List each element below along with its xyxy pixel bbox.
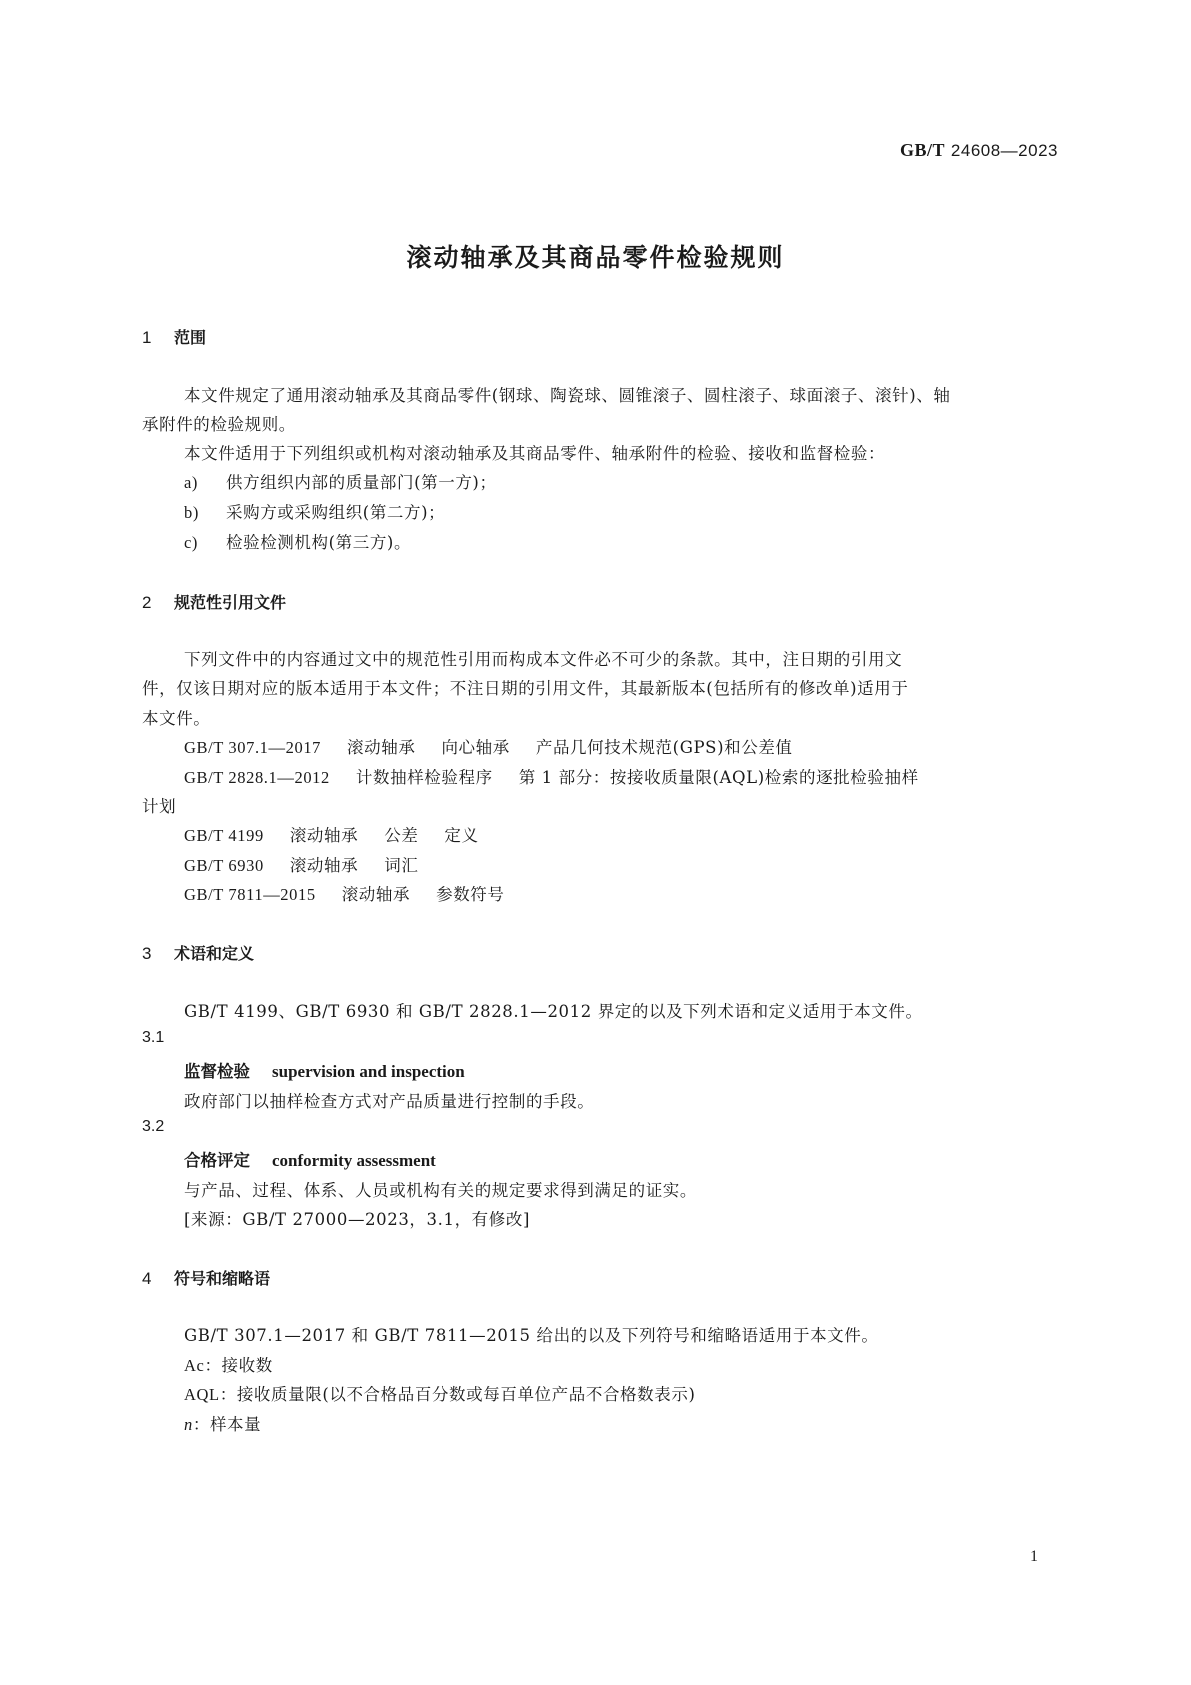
section-4-heading (142, 1266, 270, 1289)
reference-item (184, 734, 793, 758)
reference-continuation: 计划 (142, 797, 177, 816)
symbol: Ac (184, 1356, 205, 1375)
term-zh: 监督检验 (184, 1062, 250, 1081)
term-definition: 政府部门以抽样检查方式对产品质量进行控制的手段。 (184, 1092, 595, 1111)
paragraph-line: 承附件的检验规则。 (142, 415, 296, 434)
list-text: 供方组织内部的质量部门(第一方)； (226, 473, 497, 492)
list-text: 检验检测机构(第三方)。 (226, 533, 412, 552)
reference-code: GB/T 6930 (184, 856, 264, 875)
section-3-heading (142, 941, 254, 964)
reference-title-part: 滚动轴承 (289, 826, 359, 845)
reference-code: GB/T 7811—2015 (184, 885, 316, 904)
reference-code: GB/T 4199 (184, 826, 264, 845)
section-title: 术语和定义 (174, 944, 255, 963)
paragraph-line: 本文件规定了通用滚动轴承及其商品零件(钢球、陶瓷球、圆锥滚子、圆柱滚子、球面滚子、滚针)、轴 (184, 386, 951, 405)
section-number: 3 (142, 944, 152, 963)
symbol-description: ：接收数 (204, 1356, 273, 1375)
reference-code: GB/T 307.1—2017 (184, 738, 322, 757)
section-number: 4 (142, 1269, 152, 1288)
list-text: 采购方或采购组织(第二方)； (226, 503, 446, 522)
list-marker: b) (184, 503, 199, 522)
symbol-item (184, 1381, 696, 1405)
standard-code (900, 140, 1058, 161)
page-number: 1 (1030, 1548, 1038, 1565)
term-en: conformity assessment (272, 1151, 436, 1170)
symbol-item (184, 1352, 273, 1376)
reference-item (184, 822, 479, 846)
section-2-heading (142, 590, 286, 613)
reference-title-part: 定义 (444, 826, 479, 845)
paragraph-line: 本文件。 (142, 709, 211, 728)
term-zh: 合格评定 (184, 1151, 250, 1170)
term-source: [来源：GB/T 27000—2023，3.1，有修改] (184, 1210, 531, 1229)
reference-title-part: 公差 (384, 826, 419, 845)
paragraph-line: 下列文件中的内容通过文中的规范性引用而构成本文件必不可少的条款。其中，注日期的引用文 (184, 650, 903, 669)
paragraph-line: 件，仅该日期对应的版本适用于本文件；不注日期的引用文件，其最新版本(包括所有的修改单)适用于 (142, 679, 909, 698)
symbol: n (184, 1415, 193, 1434)
reference-title-part: 第 1 部分：按接收质量限(AQL)检索的逐批检验抽样 (518, 768, 919, 787)
section-1-heading (142, 325, 206, 348)
section-title: 范围 (174, 328, 207, 347)
reference-title-part: 滚动轴承 (289, 856, 359, 875)
section-number: 2 (142, 593, 152, 612)
standard-number: 24608—2023 (950, 141, 1058, 160)
standard-prefix: GB/T (899, 140, 945, 160)
section-number: 1 (142, 328, 152, 347)
term-number: 3.1 (142, 1029, 165, 1046)
document-title: 滚动轴承及其商品零件检验规则 (406, 243, 785, 272)
symbol-item (184, 1411, 261, 1435)
reference-title-part: 词汇 (384, 856, 419, 875)
reference-item (184, 764, 919, 788)
term-en: supervision and inspection (272, 1062, 465, 1081)
reference-title-part: 向心轴承 (441, 738, 510, 757)
term-number: 3.2 (142, 1118, 165, 1135)
list-item (184, 529, 411, 553)
term-title (184, 1147, 436, 1171)
paragraph-line: GB/T 307.1—2017 和 GB/T 7811—2015 给出的以及下列符号和缩略语适用于本文件。 (184, 1326, 879, 1345)
reference-title-part: 滚动轴承 (347, 738, 416, 757)
list-item (184, 469, 497, 493)
paragraph-line: GB/T 4199、GB/T 6930 和 GB/T 2828.1—2012 界定的以及下列术语和定义适用于本文件。 (184, 1002, 923, 1021)
paragraph-line: 本文件适用于下列组织或机构对滚动轴承及其商品零件、轴承附件的检验、接收和监督检验： (184, 444, 886, 463)
symbol-description: ：样本量 (192, 1415, 262, 1434)
term-definition: 与产品、过程、体系、人员或机构有关的规定要求得到满足的证实。 (184, 1181, 697, 1200)
section-title: 符号和缩略语 (174, 1269, 271, 1288)
reference-item (184, 852, 418, 876)
reference-title-part: 滚动轴承 (341, 885, 411, 904)
reference-code: GB/T 2828.1—2012 (184, 768, 330, 787)
reference-title-part: 参数符号 (436, 885, 505, 904)
reference-title-part: 计数抽样检验程序 (355, 768, 493, 787)
list-marker: c) (184, 533, 199, 552)
term-title (184, 1058, 465, 1082)
symbol: AQL (184, 1385, 220, 1404)
reference-item (184, 881, 505, 905)
symbol-description: ：接收质量限(以不合格品百分数或每百单位产品不合格数表示) (219, 1385, 696, 1404)
section-title: 规范性引用文件 (174, 593, 287, 612)
reference-title-part: 产品几何技术规范(GPS)和公差值 (535, 738, 793, 757)
list-item (184, 499, 445, 523)
list-marker: a) (184, 473, 199, 492)
